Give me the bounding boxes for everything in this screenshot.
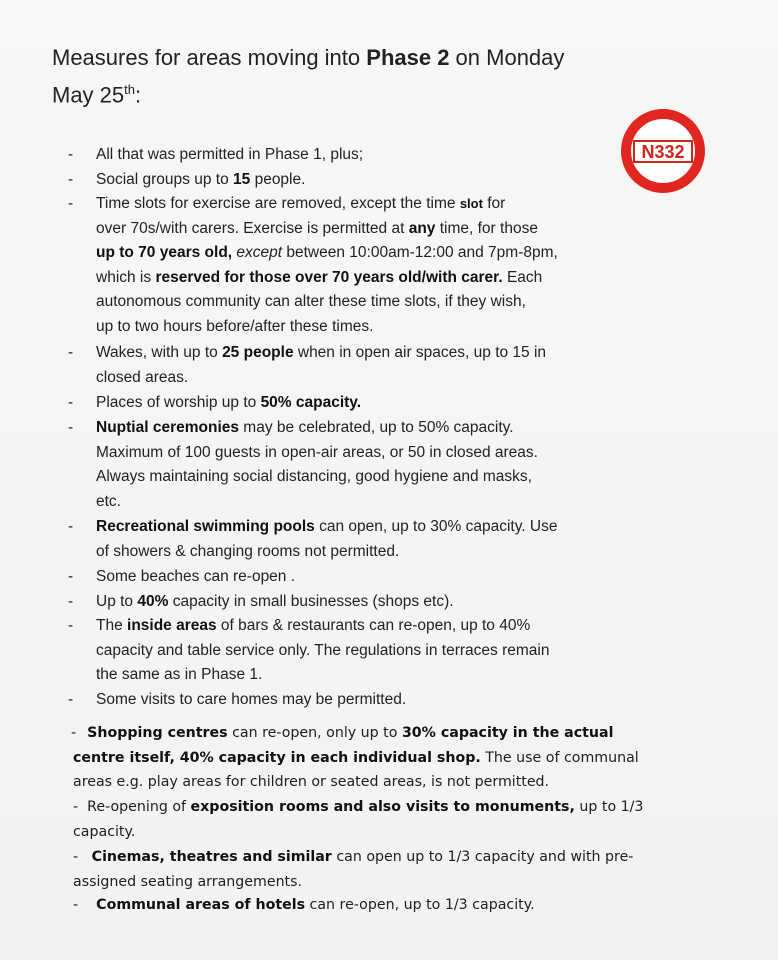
item-text: Re-opening of	[87, 799, 191, 815]
bullet-dash: -	[73, 849, 79, 865]
item-bold: Nuptial ceremonies	[96, 419, 239, 436]
item-text: of showers & changing rooms not permitted.	[96, 542, 400, 560]
item-text: Each	[502, 268, 543, 286]
item-text: Up to	[96, 593, 138, 610]
item-bold: reserved for those over 70 years old/with carer.	[155, 268, 503, 286]
item-bold: centre itself, 40% capacity in each individual shop.	[73, 749, 481, 766]
item-bold: inside areas	[127, 617, 217, 634]
item-bold: Shopping centres	[87, 725, 228, 741]
item-text: capacity in small businesses (shops etc).	[168, 593, 454, 610]
bullet-dash: -	[68, 568, 74, 585]
item-bold: Cinemas, theatres and similar	[91, 849, 332, 865]
item-text: of bars & restaurants can re-open, up to 40%	[216, 617, 531, 634]
bullet-dash: -	[68, 195, 74, 212]
list-item	[68, 614, 550, 688]
item-text: autonomous community can alter these time slots, if they wish,	[96, 293, 526, 311]
bullet-dash: -	[73, 897, 79, 913]
list-item	[73, 845, 633, 894]
list-item	[73, 721, 639, 795]
item-text: which is	[96, 268, 156, 286]
item-bold: 15	[233, 171, 251, 188]
bullet-dash: -	[68, 691, 74, 708]
item-text: The	[96, 617, 128, 634]
item-text: when in open air spaces, up to 15 in	[293, 344, 547, 361]
item-bold: 30% capacity in the actual	[401, 725, 614, 741]
item-text: capacity.	[73, 823, 136, 840]
item-text: etc.	[96, 492, 121, 510]
item-text: time, for those	[435, 219, 538, 237]
list-item	[68, 515, 558, 564]
bullet-dash: -	[73, 799, 79, 815]
item-text: people.	[250, 171, 306, 188]
title-text-2: on Monday	[449, 45, 565, 70]
item-text: The use of communal	[480, 749, 639, 766]
item-bold: exposition rooms and also visits to monuments,	[190, 799, 575, 815]
item-text: Time slots for exercise are removed, except the time	[96, 195, 460, 212]
item-text: over 70s/with carers. Exercise is permitted at	[96, 219, 409, 237]
item-bold: up to 70 years old,	[96, 244, 237, 262]
item-text: can open up to 1/3 capacity and with pre-	[331, 849, 634, 865]
item-text: between 10:00am-12:00 and 7pm-8pm,	[282, 244, 558, 262]
list-item	[68, 192, 558, 340]
item-text: capacity and table service only. The regulations in terraces remain	[96, 641, 550, 659]
list-item	[68, 565, 296, 590]
title-colon: :	[135, 82, 142, 108]
item-bold: 50% capacity.	[260, 394, 362, 411]
item-text: Places of worship up to	[96, 394, 261, 411]
n332-logo	[620, 108, 706, 194]
list-item	[68, 391, 362, 416]
item-text: for	[482, 195, 506, 212]
item-text: can re-open, up to 1/3 capacity.	[305, 897, 535, 913]
bullet-dash: -	[68, 593, 74, 610]
list-item	[73, 893, 535, 918]
list-item	[68, 416, 538, 514]
document-title	[52, 42, 652, 111]
bullet-dash: -	[68, 171, 74, 188]
item-text: may be celebrated, up to 50% capacity.	[239, 419, 514, 436]
item-text: can re-open, only up to	[227, 725, 402, 741]
bullet-dash: -	[71, 725, 77, 741]
title-date: May 25	[52, 82, 125, 108]
item-bold: any	[408, 219, 436, 237]
bullet-dash: -	[68, 344, 74, 361]
logo-text: N332	[641, 142, 685, 162]
bullet-dash: -	[68, 419, 74, 436]
list-item	[68, 143, 364, 168]
bullet-dash: -	[68, 394, 74, 411]
title-date-suffix: th	[124, 82, 135, 97]
item-text: Some visits to care homes may be permitted.	[96, 691, 407, 708]
item-text: the same as in Phase 1.	[96, 666, 263, 684]
item-text: assigned seating arrangements.	[73, 873, 303, 890]
bullet-dash: -	[68, 518, 74, 535]
item-text: can open, up to 30% capacity. Use	[314, 518, 558, 535]
bullet-dash: -	[68, 146, 74, 163]
item-text: up to two hours before/after these times.	[96, 317, 374, 335]
title-text-1: Measures for areas moving into	[52, 45, 367, 70]
item-text: closed areas.	[96, 368, 189, 386]
item-text: Some beaches can re-open .	[96, 568, 296, 585]
item-text: up to 1/3	[574, 799, 644, 815]
list-item	[68, 341, 547, 390]
list-item	[68, 688, 407, 713]
item-bold: Communal areas of hotels	[96, 897, 306, 913]
list-item	[68, 168, 306, 193]
item-text: Wakes, with up to	[96, 344, 223, 361]
item-text: Always maintaining social distancing, good hygiene and masks,	[96, 468, 532, 486]
item-text: areas e.g. play areas for children or seated areas, is not permitted.	[73, 774, 550, 790]
item-bold: 40%	[137, 593, 169, 610]
item-text: All that was permitted in Phase 1, plus;	[96, 146, 364, 163]
item-italic: except	[236, 244, 283, 262]
item-bold: slot	[459, 196, 483, 211]
item-bold: Recreational swimming pools	[96, 518, 315, 535]
item-text: Maximum of 100 guests in open-air areas, or 50 in closed areas.	[96, 443, 538, 461]
bullet-dash: -	[68, 617, 74, 634]
item-bold: 25 people	[222, 344, 294, 361]
list-item	[68, 590, 454, 615]
title-phase-bold: Phase 2	[366, 45, 450, 70]
list-item	[73, 795, 643, 844]
item-text: Social groups up to	[96, 171, 234, 188]
